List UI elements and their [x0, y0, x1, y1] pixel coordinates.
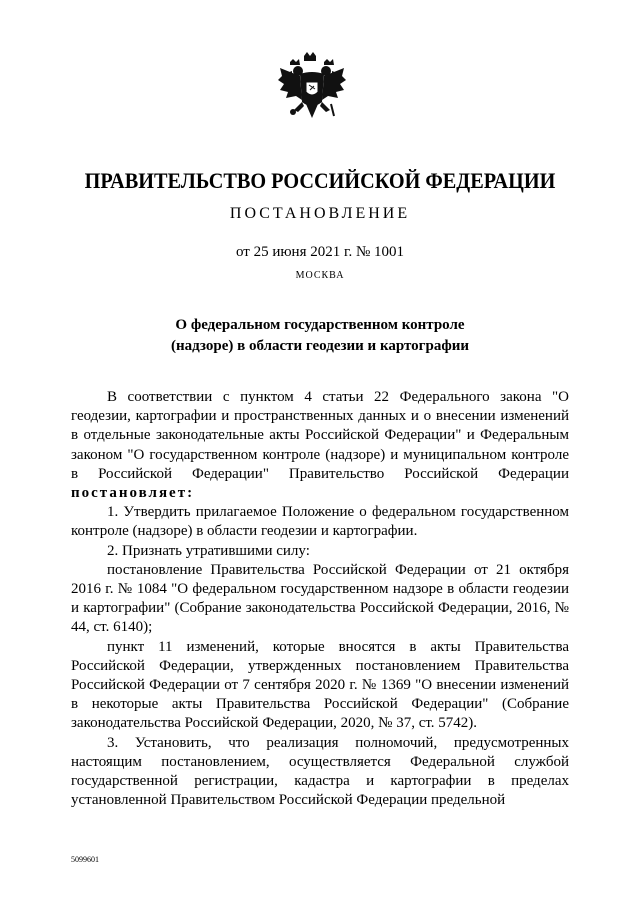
- paragraph-preamble: [71, 388, 569, 503]
- government-title: ПРАВИТЕЛЬСТВО РОССИЙСКОЙ ФЕДЕРАЦИИ: [84, 168, 556, 193]
- coat-of-arms-icon: [276, 52, 348, 134]
- paragraph-2-item-1: постановление Правительства Российской Федерации от 21 октября 2016 г. № 1084 "О федеральном государственном надзоре в области геодезии и картографии" (Собрание законодательства Российской Федерации, 2016, № 44, ст. 6140);: [71, 561, 569, 636]
- city: МОСКВА: [295, 270, 345, 281]
- date-and-number: от 25 июня 2021 г. № 1001: [235, 244, 405, 260]
- subject-line-1: О федеральном государственном контроле: [175, 317, 465, 333]
- resolves-verb: постановляет:: [71, 485, 195, 502]
- preamble-text: В соответствии с пунктом 4 статьи 22 Федерального закона "О геодезии, картографии и пространственных данных и о внесении изменений в отдельные законодательные акты Российской Федерации" и Федеральным законом "О государственном контроле (надзоре) и муниципальном контроле в Российской Федерации" Правительство Российской Федерации: [71, 389, 569, 482]
- paragraph-2: 2. Признать утратившими силу:: [107, 542, 310, 559]
- document-code: 5099601: [71, 855, 99, 864]
- document-subject: [0, 315, 640, 357]
- paragraph-1: 1. Утвердить прилагаемое Положение о федеральном государственном контроле (надзоре) в области геодезии и картографии.: [71, 504, 569, 540]
- document-body: [71, 388, 569, 810]
- paragraph-2-item-2: пункт 11 изменений, которые вносятся в акты Правительства Российской Федерации, утвержденных постановлением Правительства Российской Федерации от 7 сентября 2020 г. № 1369 "О внесении изменений в некоторые акты Правительства Российской Федерации" (Собрание законодательства Российской Федерации, 2020, № 37, ст. 5742).: [71, 638, 569, 732]
- subject-line-2: (надзоре) в области геодезии и картографии: [171, 338, 469, 354]
- paragraph-3: 3. Установить, что реализация полномочий, предусмотренных настоящим постановлением, осуществляется Федеральной службой государственной регистрации, кадастра и картографии в пределах установленной Правительством Российской Федерации предельной: [71, 734, 569, 809]
- document-type: ПОСТАНОВЛЕНИЕ: [229, 205, 411, 222]
